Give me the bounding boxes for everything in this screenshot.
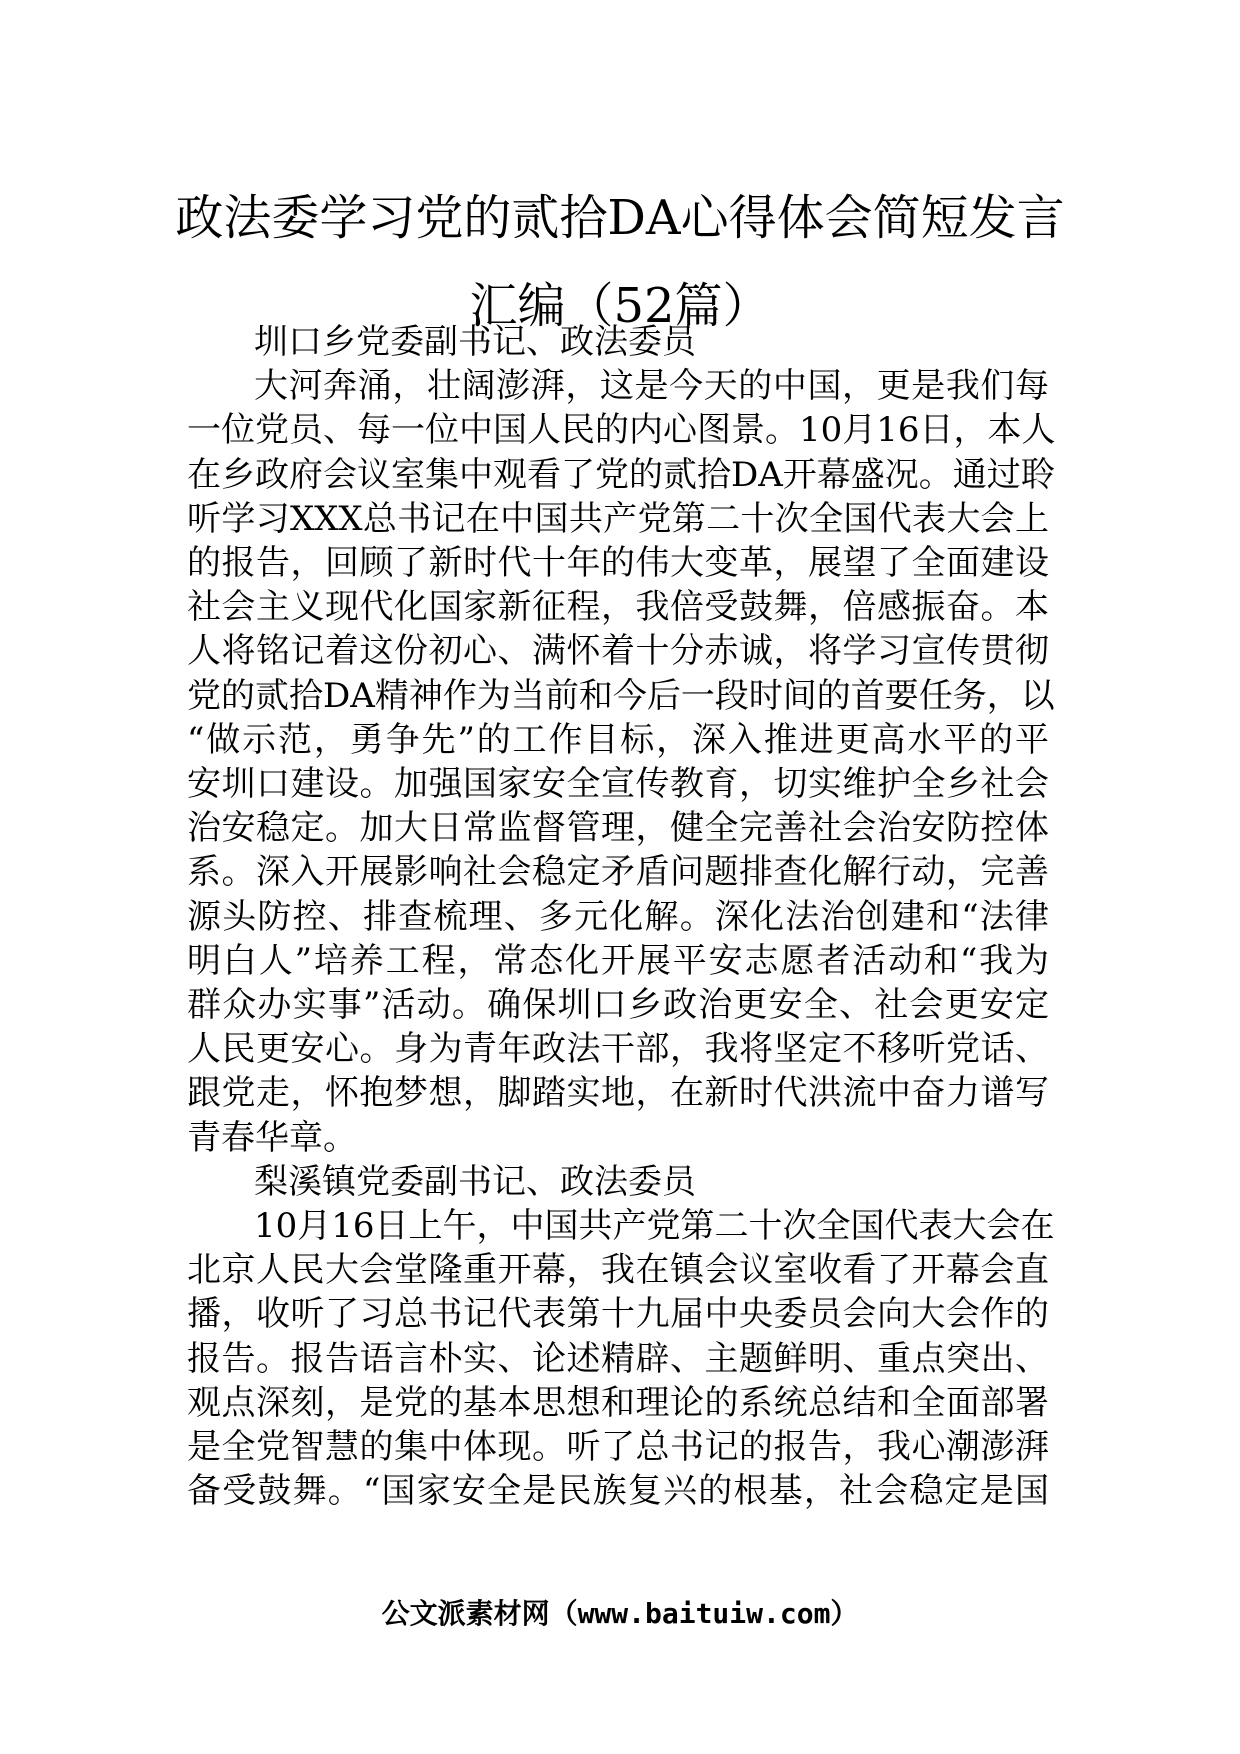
footer-watermark: 公文派素材网（www.baituiw.com） [381, 1597, 859, 1630]
paragraph-line: 听学习XXX总书记在中国共产党第二十次全国代表大会上 [187, 498, 1049, 539]
paragraph-line: 10月16日上午，中国共产党第二十次全国代表大会在 [254, 1206, 1055, 1246]
paragraph-line: 是全党智慧的集中体现。听了总书记的报告，我心潮澎湃 [187, 1427, 1049, 1467]
paragraph-line: 源头防控、排查梳理、多元化解。深化法治创建和“法律 [187, 896, 1049, 937]
paragraph-line: 党的贰拾DA精神作为当前和今后一段时间的首要任务，以 [187, 675, 1055, 716]
paragraph-line: 的报告，回顾了新时代十年的伟大变革，展望了全面建设 [187, 543, 1049, 583]
paragraph-line: 人民更安心。身为青年政法干部，我将坚定不移听党话、 [187, 1029, 1049, 1070]
paragraph-line: 社会主义现代化国家新征程，我倍受鼓舞，倍感振奋。本 [187, 587, 1049, 628]
paragraph-line: “做示范，勇争先”的工作目标，深入推进更高水平的平 [187, 719, 1049, 760]
paragraph-line: 系。深入开展影响社会稳定矛盾问题排查化解行动，完善 [187, 852, 1049, 893]
paragraph-line: 明白人”培养工程，常态化开展平安志愿者活动和“我为 [187, 940, 1049, 981]
paragraph-line: 北京人民大会堂隆重开幕，我在镇会议室收看了开幕会直 [187, 1250, 1049, 1291]
paragraph-line: 大河奔涌，壮阔澎湃，这是今天的中国，更是我们每 [254, 366, 1049, 407]
paragraph-line: 报告。报告语言朴实、论述精辟、主题鲜明、重点突出、 [187, 1338, 1049, 1379]
paragraph-line: 人将铭记着这份初心、满怀着十分赤诚，将学习宣传贯彻 [187, 631, 1049, 672]
paragraph-line: 治安稳定。加大日常监督管理，健全完善社会治安防控体 [187, 808, 1049, 849]
paragraph-line: 在乡政府会议室集中观看了党的贰拾DA开幕盛况。通过聆 [187, 454, 1055, 495]
document-title-line-2: 汇编（52篇） [469, 278, 771, 334]
section-author: 圳口乡党委副书记、政法委员 [254, 322, 696, 362]
paragraph-line: 群众办实事”活动。确保圳口乡政治更安全、社会更安定 [187, 985, 1049, 1025]
document-title-line-1: 政法委学习党的贰拾DA心得体会简短发言 [175, 190, 1065, 246]
section-author: 梨溪镇党委副书记、政法委员 [254, 1161, 696, 1202]
paragraph-line: 观点深刻，是党的基本思想和理论的系统总结和全面部署 [187, 1382, 1049, 1423]
paragraph-line: 安圳口建设。加强国家安全宣传教育，切实维护全乡社会 [187, 764, 1049, 804]
paragraph-line: 播，收听了习总书记代表第十九届中央委员会向大会作的 [187, 1294, 1049, 1335]
paragraph-line: 青春华章。 [187, 1117, 357, 1158]
paragraph-line: 备受鼓舞。“国家安全是民族复兴的根基，社会稳定是国 [187, 1471, 1049, 1512]
paragraph-line: 一位党员、每一位中国人民的内心图景。10月16日，本人 [187, 410, 1056, 451]
paragraph-line: 跟党走，怀抱梦想，脚踏实地，在新时代洪流中奋力谱写 [187, 1073, 1049, 1114]
